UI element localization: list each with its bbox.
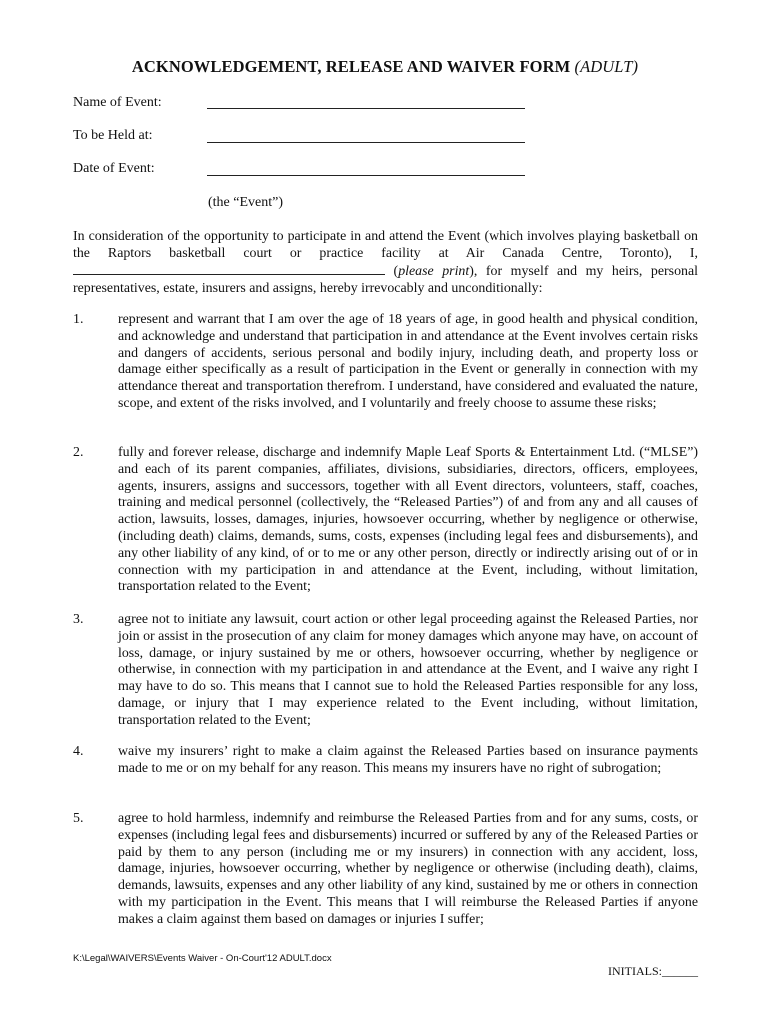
clause-number: 3.	[73, 612, 84, 627]
intro-text-continued: ), for myself and my heirs, personal representatives, estate, insurers and assigns, hereby irrevocably and unconditionally:	[73, 264, 698, 296]
clause-number: 5.	[73, 811, 84, 826]
page-title	[0, 57, 770, 77]
date-of-event-line[interactable]	[207, 175, 525, 176]
title-main: ACKNOWLEDGEMENT, RELEASE AND WAIVER FORM	[131, 57, 571, 76]
name-of-event-label: Name of Event:	[73, 95, 162, 110]
clause-text: waive my insurers’ right to make a claim against the Released Parties based on insurance payments made to me or on my behalf for any reason. This means my insurers have no right of subrogation;	[118, 744, 698, 776]
clause-text: represent and warrant that I am over the age of 18 years of age, in good health and physical condition, and acknowledge and understand that participation in and attendance at the Event involves certain risks and dangers of accidents, serious personal and bodily injury, including death, and property loss or damage either specifically as a result of participation in the Event or generally in connection with my attendance thereat and transportation therefrom. I understand, have considered and evaluated the nature, scope, and extent of the risks involved, and I voluntarily and freely choose to assume these risks;	[118, 312, 698, 411]
held-at-line[interactable]	[207, 142, 525, 143]
participant-name-line[interactable]	[73, 262, 385, 275]
clause-text: agree not to initiate any lawsuit, court action or other legal proceeding against the Released Parties, nor join or assist in the prosecution of any claim for money damages which anyone may have, on account of loss, damage, or injury sustained by me or others, howsoever occurring, whether by negligence or otherwise, in connection with my participation in and attendance at the Event, and I waive any right I may have to do so. This means that I cannot sue to hold the Released Parties responsible for any loss, damage, or injury that I may experience related to the Event including, without limitation, transportation related to the Event;	[118, 612, 698, 728]
clause-1	[73, 312, 698, 413]
file-path-footer: K:\Legal\WAIVERS\Events Waiver - On-Court'12 ADULT.docx	[73, 953, 332, 964]
initials-field[interactable]: INITIALS:______	[608, 964, 698, 978]
clause-number: 2.	[73, 445, 84, 460]
intro-text: In consideration of the opportunity to participate in and attend the Event (which involves playing basketball on the Raptors basketball court or practice facility at Air Canada Centre, Toronto), I,	[73, 229, 698, 261]
name-of-event-line[interactable]	[207, 108, 525, 109]
clause-5	[73, 811, 698, 929]
clause-text: agree to hold harmless, indemnify and reimburse the Released Parties from and for any sums, costs, or expenses (including legal fees and disbursements) incurred or suffered by any of the Released Parties or paid by them to any person (including me or my insurers) in connection with any accident, loss, damage, injuries, howsoever occurring, whether by negligence or otherwise (including death), claims, demands, lawsuits, expenses and any other liability of any kind, sustained by me or others in connection with my participation in the Event. This means that I will reimburse the Released Parties if anyone makes a claim against them based on damages or injuries I suffer;	[118, 811, 698, 927]
clause-3	[73, 612, 698, 730]
date-of-event-label: Date of Event:	[73, 161, 155, 176]
clause-text: fully and forever release, discharge and indemnify Maple Leaf Sports & Entertainment Ltd. (“MLSE”) and each of its parent companies, affiliates, divisions, subsidiaries, directors, officers, employees, agents, insurers, assigns and successors, together with all Event directors, volunteers, staff, coaches, training and medical personnel (collectively, the “Released Parties”) of and from any and all causes of action, lawsuits, losses, damages, injuries, howsoever occurring, whether by negligence or otherwise, (including death) claims, demands, sums, costs, expenses (including legal fees and disbursements), and any other liability of any kind, of or to me or any other person, directly or indirectly arising out of or in connection with my participation in and attendance at the Event, including, without limitation, transportation related to the Event;	[118, 445, 698, 595]
clause-number: 4.	[73, 744, 84, 759]
event-definition: (the “Event”)	[208, 195, 284, 210]
clause-4	[73, 744, 698, 778]
held-at-label: To be Held at:	[73, 128, 153, 143]
title-suffix: (ADULT)	[574, 57, 639, 76]
please-print-note: please print	[398, 264, 470, 279]
clause-number: 1.	[73, 312, 84, 327]
clause-2	[73, 445, 698, 596]
intro-paragraph: In consideration of the opportunity to participate in and attend the Event (which involves playing basketball on the Raptors basketball court or practice facility at Air Canada Centre, Toronto), I, (please print), for myself and my heirs, personal representatives, estate, insurers and assigns, hereby irrevocably and unconditionally:	[73, 229, 698, 296]
